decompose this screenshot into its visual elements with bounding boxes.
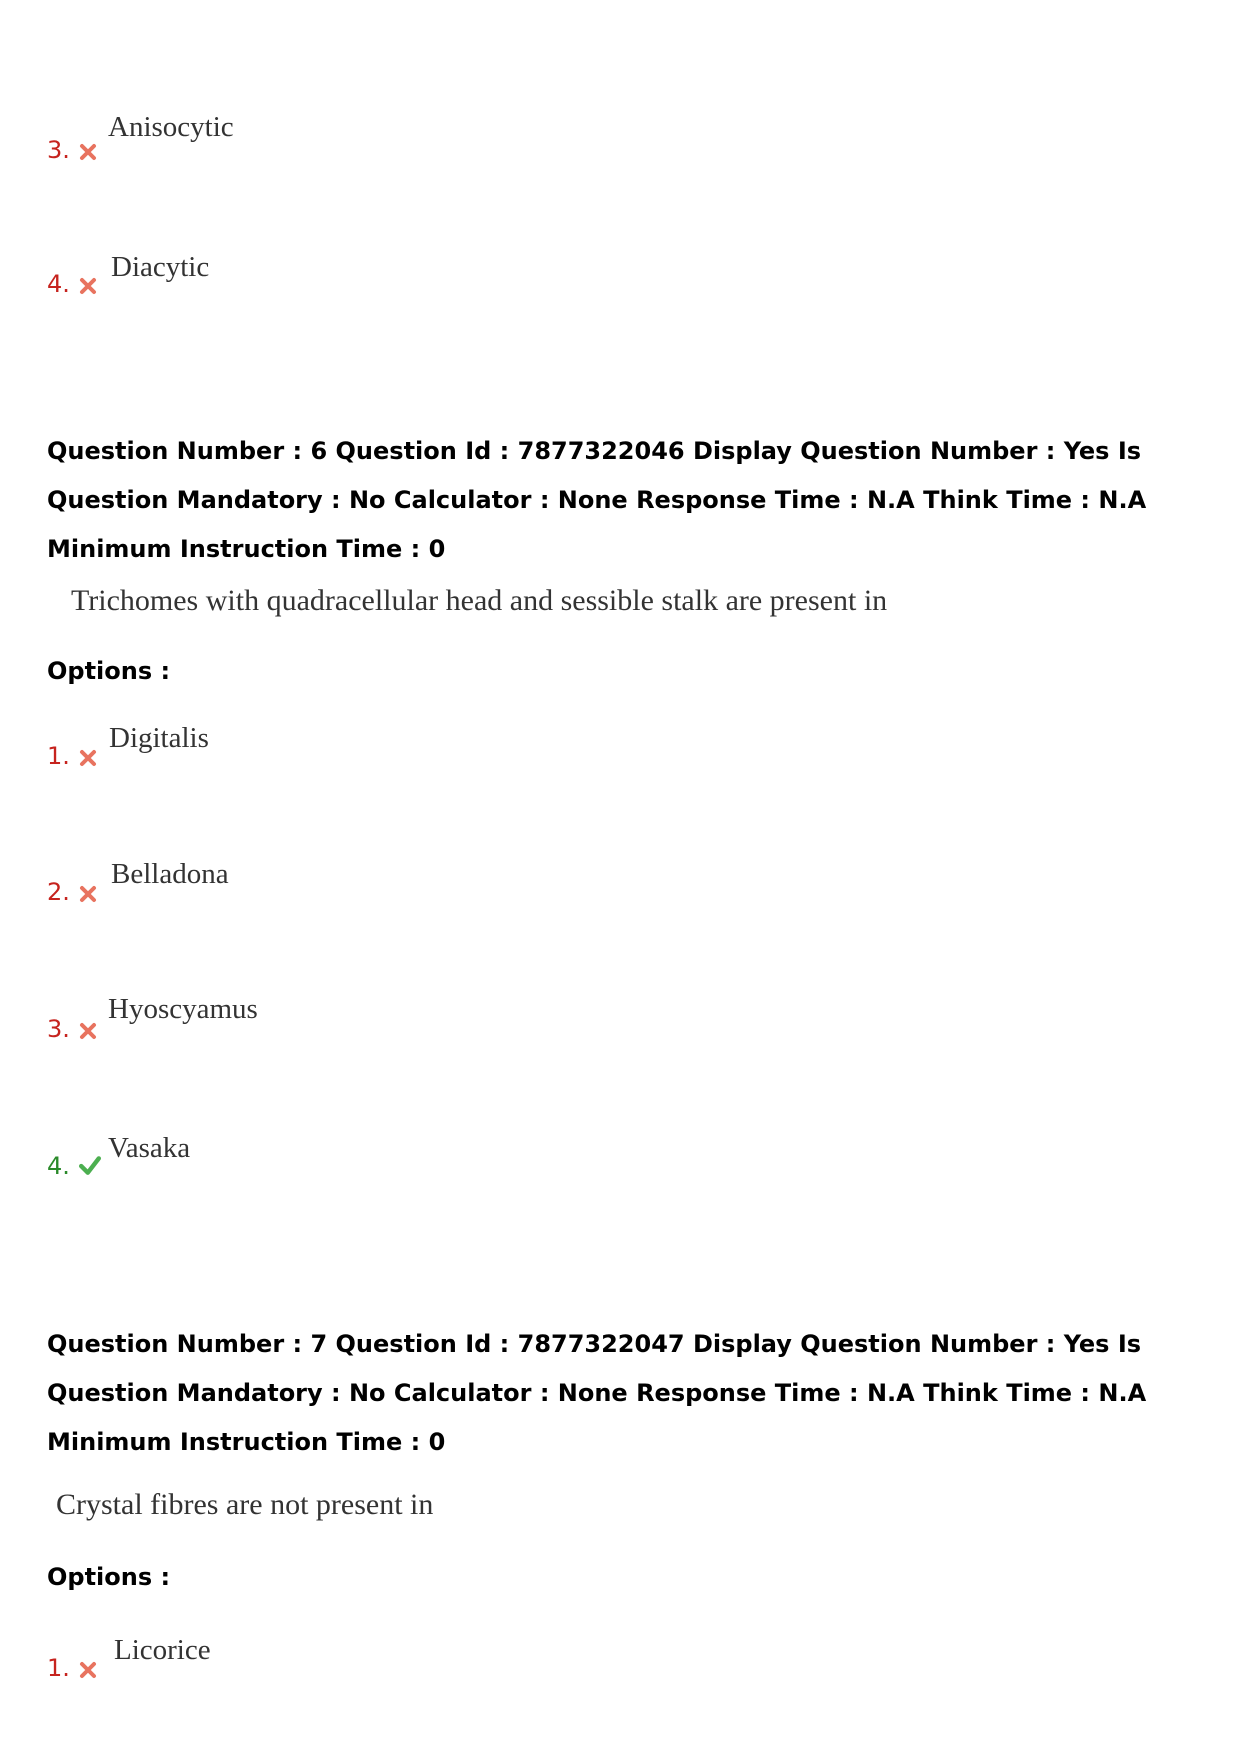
question-meta: Question Number : 6 Question Id : 7877322046 Display Question Number : Yes Is Question Mandatory : No Calculator : None Response Time : N.A Think Time : N.A Minimum Instruction Time : 0 — [47, 437, 1147, 563]
question-text: Trichomes with quadracellular head and sessible stalk are present in — [71, 584, 888, 617]
cross-icon — [78, 1660, 98, 1680]
option-number: 1. — [47, 1654, 70, 1682]
option-text: Diacytic — [111, 251, 210, 283]
option-number: 4. — [47, 270, 70, 298]
cross-icon — [78, 142, 98, 162]
option-text: Hyoscyamus — [108, 993, 258, 1025]
cross-icon — [78, 1021, 98, 1041]
cross-icon — [78, 276, 98, 296]
cross-icon — [78, 884, 98, 904]
option-text: Belladona — [111, 858, 229, 890]
option-number: 3. — [47, 1015, 70, 1043]
options-label: Options : — [47, 657, 171, 685]
option-number: 4. — [47, 1152, 70, 1180]
option-text: Anisocytic — [108, 111, 234, 143]
check-icon — [78, 1154, 102, 1176]
question-text: Crystal fibres are not present in — [56, 1488, 434, 1521]
option-text: Digitalis — [109, 722, 209, 754]
options-label: Options : — [47, 1563, 171, 1591]
option-text: Vasaka — [108, 1132, 191, 1164]
question-meta: Question Number : 7 Question Id : 7877322047 Display Question Number : Yes Is Question Mandatory : No Calculator : None Response Time : N.A Think Time : N.A Minimum Instruction Time : 0 — [47, 1330, 1147, 1456]
option-number: 1. — [47, 742, 70, 770]
option-number: 2. — [47, 878, 70, 906]
option-text: Licorice — [114, 1634, 211, 1666]
cross-icon — [78, 748, 98, 768]
option-number: 3. — [47, 136, 70, 164]
